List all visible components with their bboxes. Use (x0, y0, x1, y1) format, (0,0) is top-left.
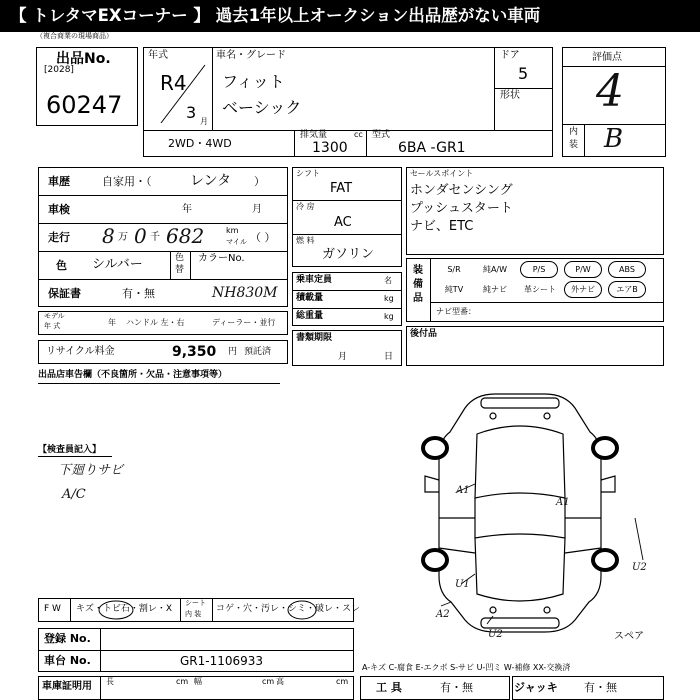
model-year-year: 年 (108, 318, 116, 327)
aircon-value: AC (334, 215, 352, 230)
equip-tv: 純TV (444, 285, 464, 294)
fuel-label: 燃 料 (296, 236, 315, 245)
color-value: シルバー (92, 257, 143, 272)
tools-value: 有・無 (440, 681, 473, 694)
model-label: 型式 (372, 130, 391, 140)
mileage-mile: マイル (226, 238, 247, 246)
name-label: 車名・グレード (216, 50, 286, 61)
equip-leather-seat: 革シート (524, 285, 556, 294)
sales-point-3: ナビ、ETC (410, 219, 474, 234)
equipment-label-3: 品 (413, 293, 423, 304)
color-label: 色 (56, 259, 67, 272)
year-label: 年式 (148, 50, 168, 61)
shift-value: FAT (330, 181, 353, 196)
tools-label: 工 具 (376, 681, 402, 694)
lot-number: 60247 (46, 91, 123, 119)
interior-score: B (604, 124, 624, 154)
report-label: 出品店車告欄（不良箇所・欠品・注意事項等） (38, 370, 228, 380)
damage-mark-6: U2 (488, 629, 503, 640)
seats-unit: 名 (384, 276, 392, 285)
recycle-unit: 円 (228, 347, 238, 357)
car-damage-diagram (405, 388, 675, 638)
dim-length: 長 (106, 677, 114, 686)
chassis-label: 車台 No. (44, 654, 91, 667)
load-unit: kg (384, 294, 394, 303)
mileage-man: 万 (118, 232, 128, 243)
equip-power-window: P/W (564, 261, 602, 278)
chassis-value: GR1-1106933 (180, 654, 264, 668)
inspector-label: 【検査員記入】 (38, 445, 102, 455)
gross-label: 総重量 (296, 311, 324, 321)
jack-value: 有・無 (584, 681, 617, 694)
lot-tag: [2028] (44, 65, 74, 75)
aircon-label: 冷 房 (296, 202, 315, 211)
equipment-label-1: 装 (413, 265, 423, 276)
sales-point-1: ホンダセンシング (410, 183, 513, 198)
navi-model-label: ナビ型番： (436, 307, 476, 316)
dim-width-unit: cm (262, 677, 275, 686)
seat-items: コゲ・穴・汚レ・シミ・破レ・スレ (216, 604, 361, 614)
load-label: 積載量 (296, 293, 324, 303)
shift-label: シフト (296, 169, 320, 178)
year-era: R4 (160, 71, 187, 95)
interior-label-1: 内 (569, 127, 579, 137)
color-code: NH830M (212, 285, 278, 301)
equip-navi: 純ナビ (483, 285, 507, 294)
sub-note: （複合商業の現場商品） (36, 32, 113, 40)
mileage-km: km (226, 226, 239, 235)
recycle-amount: 9,350 (172, 344, 217, 360)
lot-label: 出品No. (56, 51, 111, 67)
displacement-value: 1300 (312, 140, 348, 156)
inspection-year-unit: 年 (182, 204, 192, 215)
month-suffix: 月 (200, 117, 208, 126)
model-year-handle: ハンドル 左・右 (126, 318, 185, 327)
spare-label: スペア (614, 631, 644, 642)
displacement-label: 排気量 (300, 130, 328, 140)
rating-score: 4 (596, 66, 624, 117)
damage-mark-5: A2 (436, 609, 450, 620)
recycle-status: 預託済 (244, 347, 272, 357)
doors-label: ドア (500, 50, 520, 61)
gross-unit: kg (384, 312, 394, 321)
jack-label: ジャッキ (514, 681, 558, 694)
cert-label: 車庫証明用 (42, 681, 92, 692)
fw-label: F W (44, 604, 61, 614)
equipment-label-2: 備 (413, 279, 423, 290)
dim-length-unit: cm (176, 677, 189, 686)
inspection-month-unit: 月 (252, 204, 262, 215)
inspection-label: 車検 (48, 203, 70, 216)
equip-abs: ABS (608, 261, 646, 278)
warranty-value: 有・無 (122, 287, 155, 300)
doors-value: 5 (518, 64, 529, 83)
color-code-label: カラーNo. (198, 253, 245, 264)
document-period-day: 日 (384, 352, 394, 362)
document-period-month: 月 (338, 352, 348, 362)
model-year-label-1: モデル (44, 312, 65, 320)
banner-text: 【 トレタマEXコーナー 】 過去1年以上オークション出品歴がない車両 (10, 6, 541, 25)
dim-height: 高 (276, 677, 284, 686)
mileage-main: 8 (102, 224, 115, 248)
equip-external-navi: 外ナビ (564, 281, 602, 298)
shape-label: 形状 (500, 90, 520, 101)
dim-height-unit: cm (336, 677, 349, 686)
seat-label-2: 内 装 (185, 610, 202, 618)
interior-label-2: 装 (569, 140, 579, 150)
mileage-mid: 0 (134, 224, 147, 248)
inspector-note-2: A/C (62, 487, 86, 502)
fw-circle-marks (38, 596, 361, 626)
color-change-1: 色 (175, 253, 185, 263)
damage-mark-4: U1 (455, 579, 470, 590)
equip-alloy-wheel: 純A/W (482, 265, 508, 274)
history-label: 車歴 (48, 175, 70, 188)
dim-width: 幅 (194, 677, 202, 686)
sales-point-2: プッシュスタート (410, 201, 513, 216)
drive-value: 2WD・4WD (168, 137, 232, 150)
equip-power-steering: P/S (520, 261, 558, 278)
warranty-label: 保証書 (48, 287, 81, 300)
vehicle-name: フィット (222, 72, 285, 91)
equip-airbag: エアB (608, 281, 646, 298)
fw-items: キズ・トビ石・割レ・X (76, 604, 172, 614)
fuel-value: ガソリン (322, 247, 375, 262)
recycle-label: リサイクル料金 (46, 346, 115, 357)
damage-mark-3: U2 (632, 562, 647, 573)
seats-label: 乗車定員 (296, 275, 333, 285)
rating-label: 評価点 (592, 52, 622, 63)
seat-label-1: シート (185, 599, 206, 607)
mileage-paren: （ ） (250, 231, 276, 244)
damage-mark-2: A1 (556, 497, 570, 508)
after-parts-label: 後付品 (410, 329, 438, 339)
vehicle-grade: ベーシック (222, 98, 302, 117)
history-close: ） (254, 175, 265, 188)
mileage-tail: 682 (166, 224, 205, 248)
history-value: レンタ (190, 173, 232, 189)
history-options: 自家用・（ (102, 175, 152, 188)
reg-label: 登録 No. (44, 632, 91, 645)
damage-legend: A-キズ C-腐食 E-エクボ S-サビ U-凹ミ W-補修 XX-交換済 (362, 663, 571, 672)
year-month: 3 (186, 103, 197, 122)
color-change-2: 替 (175, 265, 185, 275)
mileage-label: 走行 (48, 231, 70, 244)
sales-points-label: セールスポイント (410, 169, 474, 178)
displacement-unit: cc (354, 130, 363, 139)
document-period-label: 書類期限 (296, 333, 333, 343)
inspector-note-1: 下廻りサビ (58, 463, 124, 478)
model-value: 6BA -GR1 (398, 140, 466, 156)
after-parts-box (406, 326, 664, 366)
mileage-sen: 千 (150, 232, 160, 243)
equip-sr: S/R (447, 265, 461, 274)
model-year-label-2: 年 式 (44, 322, 61, 330)
damage-mark-1: A1 (456, 485, 470, 496)
model-year-dealer: ディーラー・並行 (212, 318, 276, 327)
